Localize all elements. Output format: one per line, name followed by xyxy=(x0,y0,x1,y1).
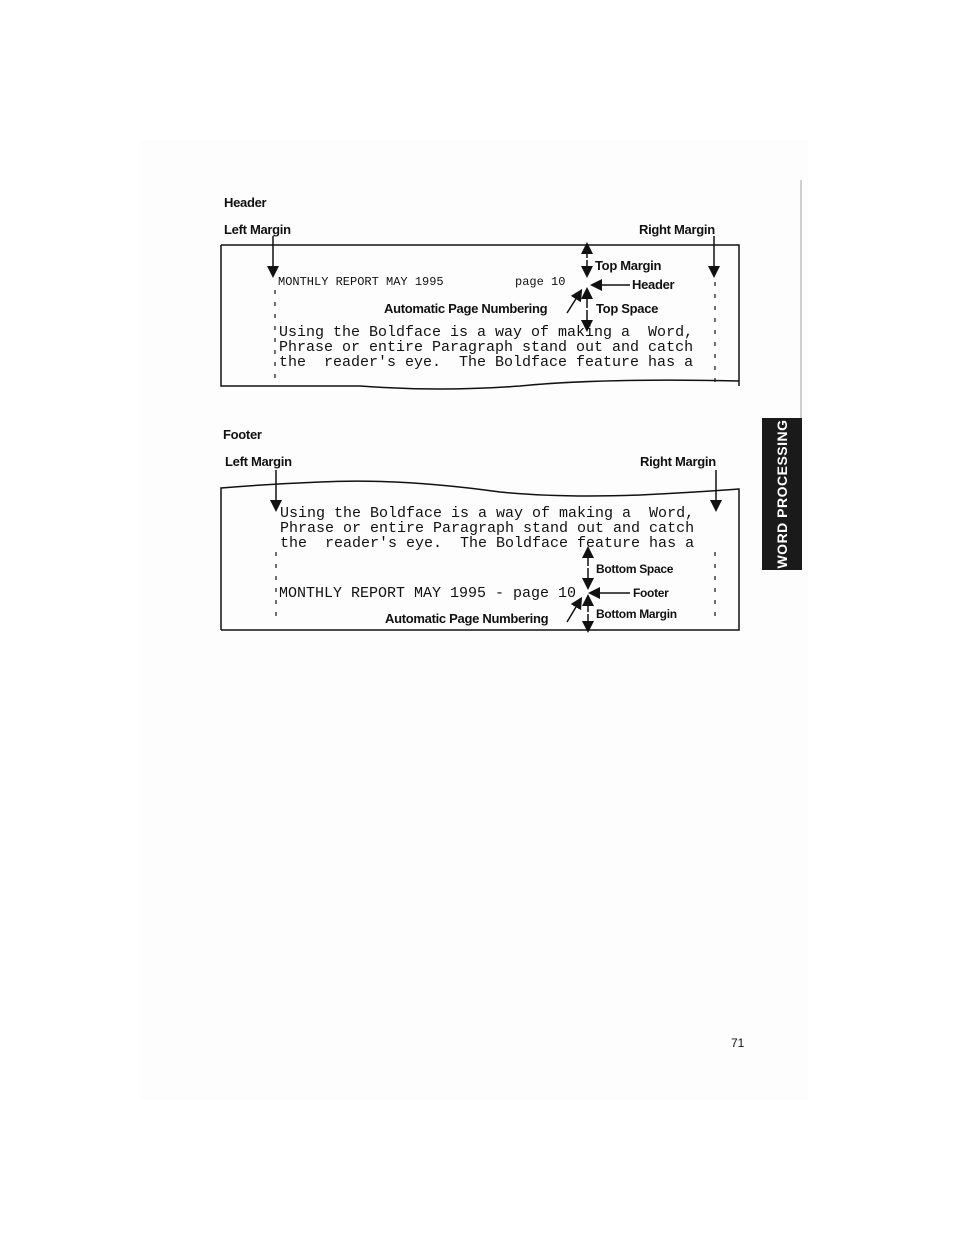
body-line: Using the Boldface is a way of making a Word, xyxy=(280,505,695,522)
header-label: Header xyxy=(632,277,675,292)
body-line: the reader's eye. The Boldface feature has a xyxy=(279,354,694,371)
running-header-right: page 10 xyxy=(515,275,566,289)
right-margin-label: Right Margin xyxy=(639,222,715,237)
body-line: Phrase or entire Paragraph stand out and catch xyxy=(280,520,695,537)
auto-numbering-label: Automatic Page Numbering xyxy=(385,611,549,626)
section-tab-label: WORD PROCESSING xyxy=(774,419,790,569)
top-space-label: Top Space xyxy=(596,301,659,316)
left-margin-label: Left Margin xyxy=(225,454,292,469)
auto-numbering-label: Automatic Page Numbering xyxy=(384,301,548,316)
running-header-left: MONTHLY REPORT MAY 1995 xyxy=(278,275,444,289)
page-number: 71 xyxy=(731,1036,745,1050)
body-line: Phrase or entire Paragraph stand out and catch xyxy=(279,339,694,356)
footer-label: Footer xyxy=(633,586,669,600)
top-margin-label: Top Margin xyxy=(595,258,662,273)
body-line: Using the Boldface is a way of making a Word, xyxy=(279,324,694,341)
bottom-space-label: Bottom Space xyxy=(596,562,674,576)
footer-title: Footer xyxy=(223,427,262,442)
body-line: the reader's eye. The Boldface feature has a xyxy=(280,535,695,552)
right-margin-label: Right Margin xyxy=(640,454,716,469)
running-footer: MONTHLY REPORT MAY 1995 - page 10 xyxy=(279,585,577,602)
bottom-margin-label: Bottom Margin xyxy=(596,607,677,621)
left-margin-label: Left Margin xyxy=(224,222,291,237)
header-title: Header xyxy=(224,195,267,210)
